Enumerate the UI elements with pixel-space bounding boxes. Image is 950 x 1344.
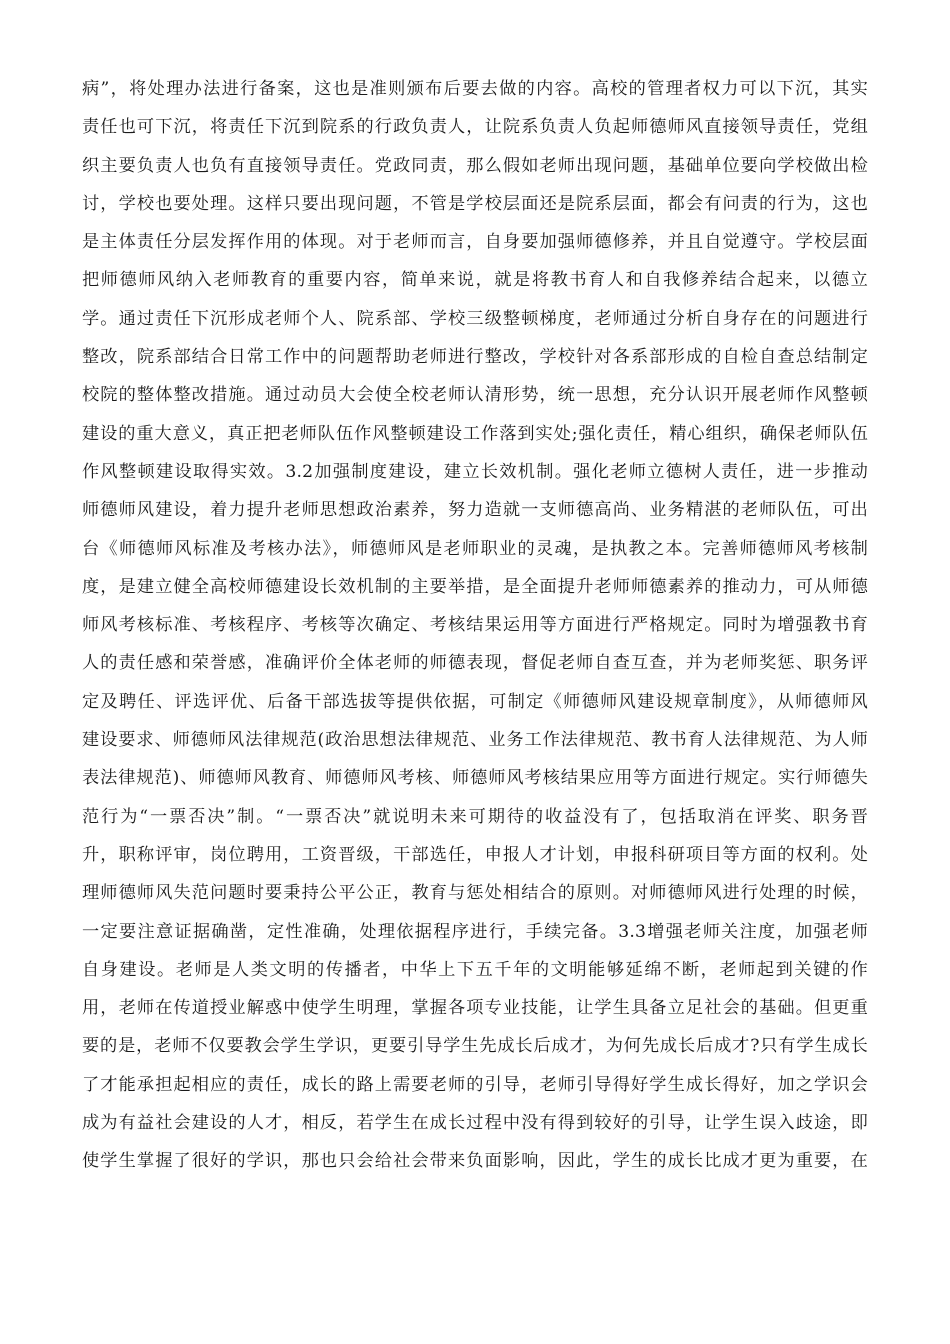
- text-line: 使学生掌握了很好的学识，那也只会给社会带来负面影响，因此，学生的成长比成才更为重要，在: [82, 1151, 868, 1172]
- text-line: 自身建设。老师是人类文明的传播者，中华上下五千年的文明能够延绵不断，老师起到关键的作: [82, 959, 868, 980]
- text-line: 把师德师风纳入老师教育的重要内容，简单来说，就是将教书育人和自我修养结合起来，以德立: [82, 270, 868, 291]
- text-line: 了才能承担起相应的责任，成长的路上需要老师的引导，老师引导得好学生成长得好，加之学识会: [82, 1074, 868, 1095]
- text-line: 学。通过责任下沉形成老师个人、院系部、学校三级整顿梯度，老师通过分析自身存在的问题进行: [82, 308, 868, 329]
- text-line: 建设的重大意义，真正把老师队伍作风整顿建设工作落到实处;强化责任，精心组织，确保老师队伍: [82, 423, 868, 444]
- text-line: 理师德师风失范问题时要秉持公平公正，教育与惩处相结合的原则。对师德师风进行处理的时候，: [82, 883, 868, 904]
- text-line: 人的责任感和荣誉感，准确评价全体老师的师德表现，督促老师自查互查，并为老师奖惩、职务评: [82, 653, 868, 674]
- document-page: [82, 70, 868, 1181]
- text-line: 升，职称评审，岗位聘用，工资晋级，干部选任，申报人才计划，申报科研项目等方面的权利。处: [82, 844, 868, 865]
- text-line: 定及聘任、评选评优、后备干部选拔等提供依据，可制定《师德师风建设规章制度》，从师德师风: [82, 691, 868, 712]
- text-line: 讨，学校也要处理。这样只要出现问题，不管是学校层面还是院系层面，都会有问责的行为，这也: [82, 193, 868, 214]
- text-line: 师风考核标准、考核程序、考核等次确定、考核结果运用等方面进行严格规定。同时为增强教书育: [82, 615, 868, 636]
- text-line: 整改，院系部结合日常工作中的问题帮助老师进行整改，学校针对各系部形成的自检自查总结制定: [82, 347, 868, 368]
- text-line: 作风整顿建设取得实效。3.2加强制度建设，建立长效机制。强化老师立德树人责任，进一步推动: [82, 461, 868, 482]
- text-line: 责任也可下沉，将责任下沉到院系的行政负责人，让院系负责人负起师德师风直接领导责任，党组: [82, 117, 868, 138]
- text-line: 度，是建立健全高校师德建设长效机制的主要举措，是全面提升老师师德素养的推动力，可从师德: [82, 576, 868, 597]
- text-line: 成为有益社会建设的人才，相反，若学生在成长过程中没有得到较好的引导，让学生误入歧途，即: [82, 1113, 868, 1134]
- text-line: 要的是，老师不仅要教会学生学识，更要引导学生先成长后成才，为何先成长后成才?只有学生成长: [82, 1036, 868, 1057]
- text-line: 是主体责任分层发挥作用的体现。对于老师而言，自身要加强师德修养，并且自觉遵守。学校层面: [82, 232, 868, 253]
- text-line: 一定要注意证据确凿，定性准确，处理依据程序进行，手续完备。3.3增强老师关注度，加强老师: [82, 921, 868, 942]
- text-line: 建设要求、师德师风法律规范(政治思想法律规范、业务工作法律规范、教书育人法律规范、为人师: [82, 730, 868, 751]
- text-line: 用，老师在传道授业解惑中使学生明理，掌握各项专业技能，让学生具备立足社会的基础。但更重: [82, 998, 868, 1019]
- text-line: 台《师德师风标准及考核办法》，师德师风是老师职业的灵魂，是执教之本。完善师德师风考核制: [82, 538, 868, 559]
- text-line: 病”，将处理办法进行备案，这也是准则颁布后要去做的内容。高校的管理者权力可以下沉，其实: [82, 79, 868, 99]
- text-line: 校院的整体整改措施。通过动员大会使全校老师认清形势，统一思想，充分认识开展老师作风整顿: [82, 385, 868, 406]
- text-line: 织主要负责人也负有直接领导责任。党政同责，那么假如老师出现问题，基础单位要向学校做出检: [82, 155, 868, 176]
- text-line: 表法律规范)、师德师风教育、师德师风考核、师德师风考核结果应用等方面进行规定。实行师德失: [82, 768, 868, 789]
- text-line: 范行为“一票否决”制。“一票否决”就说明未来可期待的收益没有了，包括取消在评奖、职务晋: [82, 806, 868, 827]
- text-line: 师德师风建设，着力提升老师思想政治素养，努力造就一支师德高尚、业务精湛的老师队伍，可出: [82, 500, 868, 521]
